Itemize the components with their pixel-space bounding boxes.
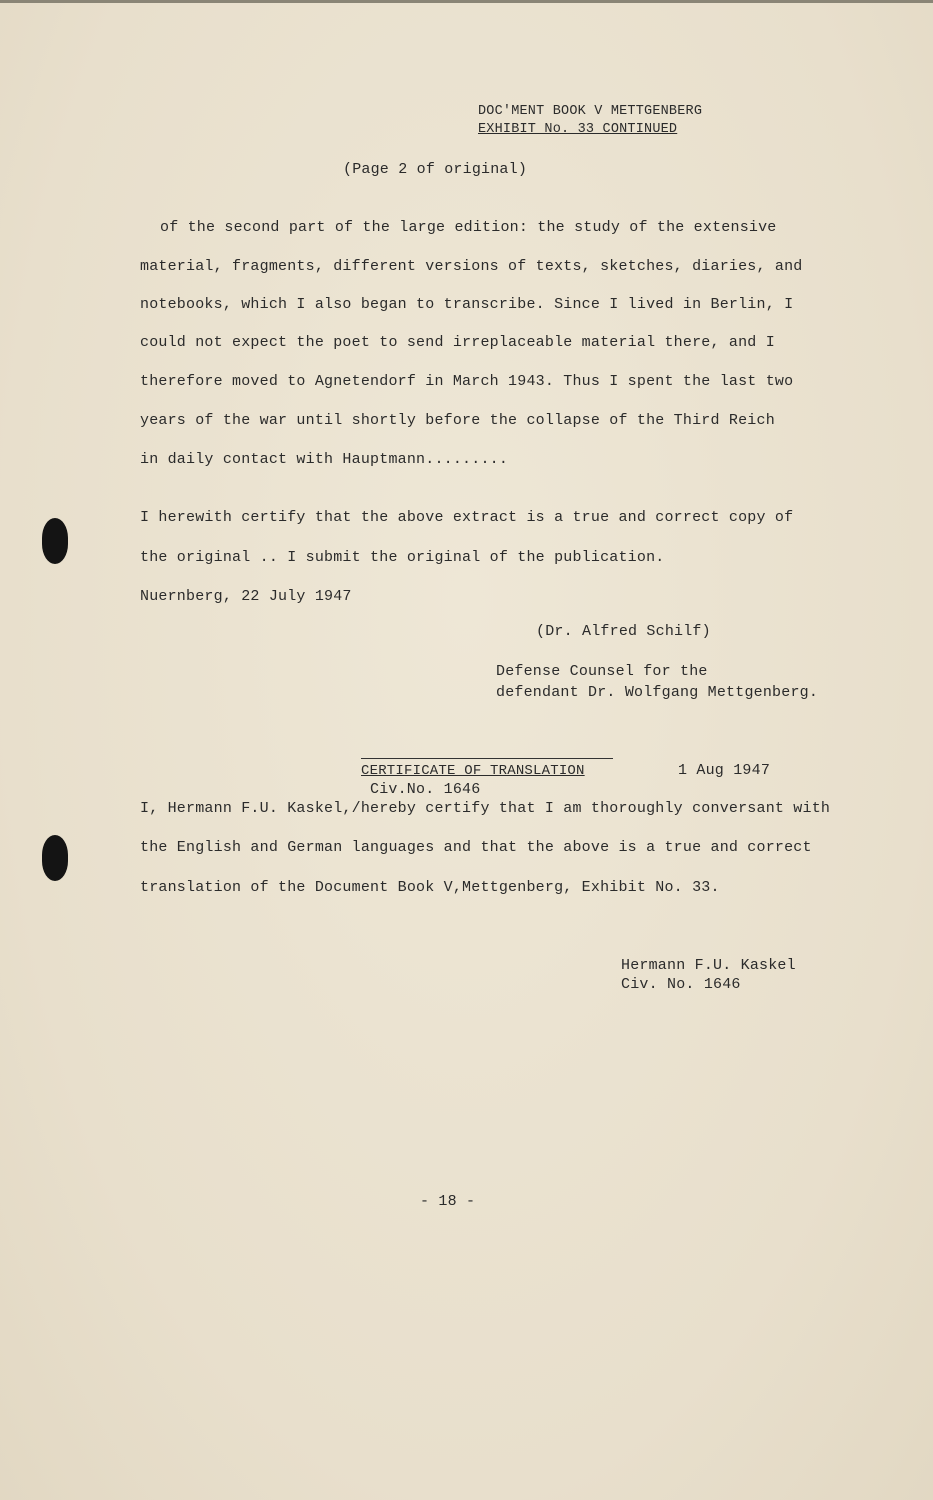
certificate-civ-number: Civ.No. 1646: [370, 781, 481, 798]
punch-hole-lower: [42, 835, 68, 881]
paragraph-line: of the second part of the large edition: the study of the extensive: [160, 219, 777, 236]
counsel-role-line: defendant Dr. Wolfgang Mettgenberg.: [496, 684, 819, 701]
certificate-line: I, Hermann F.U. Kaskel,/hereby certify that I am thoroughly conversant with: [140, 800, 831, 817]
paragraph-line: could not expect the poet to send irreplaceable material there, and I: [140, 334, 775, 351]
counsel-signature-name: (Dr. Alfred Schilf): [536, 623, 711, 640]
exhibit-heading: EXHIBIT No. 33 CONTINUED: [478, 122, 678, 137]
paragraph-line: therefore moved to Agnetendorf in March 1943. Thus I spent the last two: [140, 373, 794, 390]
punch-hole-upper: [42, 518, 68, 564]
certificate-line: the English and German languages and that the above is a true and correct: [140, 839, 812, 856]
top-edge-rule: [0, 0, 933, 3]
certify-line: the original .. I submit the original of the publication.: [140, 549, 665, 566]
certificate-overline: [361, 758, 613, 759]
page-number: - 18 -: [420, 1193, 476, 1210]
translator-civ-number: Civ. No. 1646: [621, 976, 741, 993]
place-date-line: Nuernberg, 22 July 1947: [140, 588, 352, 605]
paragraph-line: in daily contact with Hauptmann.........: [140, 451, 509, 468]
counsel-role-line: Defense Counsel for the: [496, 663, 708, 680]
paragraph-line: notebooks, which I also began to transcribe. Since I lived in Berlin, I: [140, 296, 794, 313]
certify-line: I herewith certify that the above extract is a true and correct copy of: [140, 509, 794, 526]
document-book-heading: DOC'MENT BOOK V METTGENBERG: [478, 104, 703, 119]
certificate-title: CERTIFICATE OF TRANSLATION: [361, 763, 585, 779]
paragraph-line: material, fragments, different versions of texts, sketches, diaries, and: [140, 258, 803, 275]
original-page-note: (Page 2 of original): [343, 161, 528, 178]
translator-name: Hermann F.U. Kaskel: [621, 957, 796, 974]
certificate-line: translation of the Document Book V,Mettgenberg, Exhibit No. 33.: [140, 879, 720, 896]
paragraph-line: years of the war until shortly before the collapse of the Third Reich: [140, 412, 775, 429]
certificate-date: 1 Aug 1947: [678, 762, 771, 779]
